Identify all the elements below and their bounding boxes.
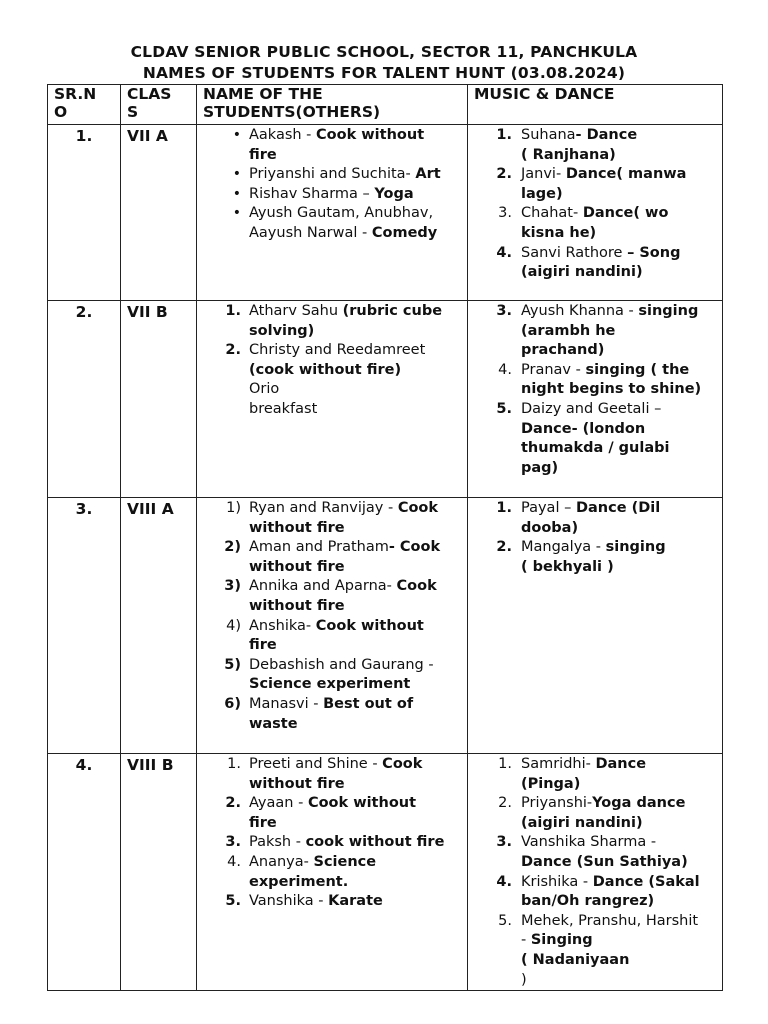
item-name-text: Atharv Sahu (249, 303, 343, 319)
list-marker: 3) (224, 578, 241, 595)
item-line (249, 695, 467, 715)
row-serial-number: 3. (48, 498, 121, 754)
document-title: CLDAV SENIOR PUBLIC SCHOOL, SECTOR 11, PANCHKULA (130, 43, 638, 61)
item-line (521, 951, 722, 971)
item-line (521, 775, 722, 795)
list-item (468, 400, 722, 478)
list-item (197, 302, 467, 341)
item-activity-text: Cook without (315, 617, 424, 634)
table-header-row (48, 85, 723, 125)
item-line (521, 538, 722, 558)
item-activity-text: Cook without (316, 127, 425, 143)
item-line (521, 420, 722, 440)
item-activity-text: Art (415, 166, 441, 183)
bullet-marker: • (232, 205, 241, 222)
item-activity-text: ban/Oh rangrez) (521, 893, 655, 910)
item-activity-text: waste (249, 715, 298, 732)
list-marker: 2) (224, 539, 241, 556)
item-line (249, 558, 467, 578)
item-activity-text: (rubric cube (342, 303, 443, 319)
item-name-text: Suhana (521, 127, 576, 143)
item-activity-text: (aigiri nandini) (521, 814, 643, 831)
item-name-text: Ayaan - (249, 795, 308, 812)
music-list-wrap (468, 301, 722, 478)
item-name-text: Pranav - (521, 361, 586, 378)
row-music-dance-cell (468, 754, 723, 991)
item-line (521, 361, 722, 381)
list-marker: 4. (496, 873, 512, 890)
item-name-text: Mangalya - (521, 539, 606, 556)
item-name-text: Orio (249, 381, 280, 398)
item-line (249, 185, 467, 205)
item-line (521, 755, 722, 775)
item-line (249, 755, 467, 775)
item-name-text: Debashish and Gaurang - (249, 656, 434, 673)
others-list-wrap (197, 754, 467, 912)
item-line (249, 675, 467, 695)
item-line (521, 244, 722, 264)
item-activity-text: experiment. (249, 873, 349, 890)
item-line (521, 971, 722, 991)
item-activity-text: kisna he) (521, 224, 597, 241)
list-item (197, 185, 467, 205)
list-item (197, 126, 467, 165)
bullet-marker: • (232, 185, 241, 202)
row-others-cell (197, 754, 468, 991)
item-name-text: Aayush Narwal - (249, 224, 372, 241)
row-serial-number: 4. (48, 754, 121, 991)
item-activity-text: without fire (249, 558, 345, 575)
item-line (521, 794, 722, 814)
item-activity-text: thumakda / gulabi (521, 440, 670, 457)
row-others-cell (197, 301, 468, 498)
item-name-text: Christy and Reedamreet (249, 342, 426, 359)
item-line (521, 459, 722, 479)
item-activity-text: (cook without fire) (249, 361, 402, 378)
item-line (249, 597, 467, 617)
item-line (521, 499, 722, 519)
item-activity-text: dooba) (521, 519, 579, 536)
item-name-text: Ryan and Ranvijay - (249, 500, 398, 516)
item-line (521, 814, 722, 834)
item-name-text: Ayush Gautam, Anubhav, (249, 205, 434, 222)
item-activity-text: Dance (Sun Sathiya) (521, 853, 688, 870)
document-subtitle: NAMES OF STUDENTS FOR TALENT HUNT (03.08.2024) (142, 64, 626, 82)
item-line (249, 302, 467, 322)
item-activity-text: fire (249, 637, 277, 654)
item-line (521, 302, 722, 322)
music-dance-list (468, 302, 722, 478)
header-music-label: MUSIC & DANCE (474, 85, 615, 103)
item-name-text: Ananya- (249, 853, 314, 870)
list-marker: 1. (496, 500, 512, 516)
list-item (468, 244, 722, 283)
list-item (197, 341, 467, 419)
list-item (468, 538, 722, 577)
item-name-text: Anshika- (249, 617, 316, 634)
item-line (521, 165, 722, 185)
item-activity-text: singing ( the (585, 361, 690, 378)
item-line (249, 538, 467, 558)
item-name-text: Aakash - (249, 127, 317, 143)
header-class-line2: S (127, 103, 139, 121)
item-activity-text: without fire (249, 519, 345, 536)
item-line (249, 165, 467, 185)
header-srno-line2: O (54, 103, 68, 121)
list-item (468, 794, 722, 833)
list-marker: 3. (225, 834, 241, 851)
list-item (197, 617, 467, 656)
item-name-text: Priyanshi and Suchita- (249, 166, 416, 183)
list-item (468, 912, 722, 990)
item-line (521, 185, 722, 205)
others-list-wrap (197, 125, 467, 244)
item-activity-text: fire (249, 146, 277, 163)
item-activity-text: Singing (530, 932, 593, 949)
item-activity-text: ( Ranjhana) (521, 146, 616, 163)
item-line (521, 224, 722, 244)
others-list-wrap (197, 498, 467, 734)
item-line (249, 775, 467, 795)
item-activity-text: solving) (249, 322, 315, 339)
list-marker: 2. (225, 795, 241, 812)
item-line (249, 126, 467, 146)
list-marker: 3. (496, 303, 512, 319)
row-music-dance-cell (468, 301, 723, 498)
list-item (197, 656, 467, 695)
list-item (468, 204, 722, 243)
list-marker: 2. (496, 166, 512, 183)
list-marker: 4. (496, 244, 512, 261)
list-marker: 1. (227, 756, 241, 772)
row-class: VII A (121, 125, 197, 301)
list-marker: 5. (225, 893, 241, 910)
item-activity-text: without fire (249, 597, 345, 614)
item-name-text: Chahat- (521, 205, 583, 222)
music-dance-list (468, 499, 722, 577)
header-names (197, 85, 468, 125)
item-line (521, 263, 722, 283)
list-item (468, 755, 722, 794)
item-activity-text: Cook (396, 578, 437, 595)
item-line (249, 636, 467, 656)
item-line (249, 341, 467, 361)
item-activity-text: lage) (521, 185, 563, 202)
list-item (197, 794, 467, 833)
item-activity-text: without fire (249, 775, 345, 792)
students-table (47, 84, 723, 991)
list-item (468, 499, 722, 538)
item-line (249, 794, 467, 814)
item-activity-text: Karate (328, 893, 383, 910)
list-marker: 2. (225, 342, 241, 359)
row-class: VIII A (121, 498, 197, 754)
bullet-marker: • (232, 127, 241, 143)
header-names-line1: NAME OF THE (203, 85, 323, 103)
item-line (521, 380, 722, 400)
item-line (521, 519, 722, 539)
item-line (521, 126, 722, 146)
item-line (249, 519, 467, 539)
item-name-text: Ayush Khanna - (521, 303, 639, 319)
item-line (249, 617, 467, 637)
list-marker: 4) (226, 617, 241, 634)
list-item (197, 892, 467, 912)
item-name-text: Janvi- (521, 166, 566, 183)
row-music-dance-cell (468, 498, 723, 754)
music-list-wrap (468, 754, 722, 990)
item-line (521, 931, 722, 951)
item-name-text: Preeti and Shine - (249, 756, 383, 772)
row-music-dance-cell (468, 125, 723, 301)
list-item (197, 695, 467, 734)
list-item (197, 755, 467, 794)
item-line (521, 853, 722, 873)
table-row (48, 754, 723, 991)
list-item (468, 873, 722, 912)
others-list (197, 499, 467, 734)
item-activity-text: Dance( wo (582, 205, 669, 222)
item-activity-text: Comedy (371, 224, 438, 241)
row-class: VIII B (121, 754, 197, 991)
item-name-text: Krishika - (521, 873, 593, 890)
list-marker: 4. (227, 853, 241, 870)
list-marker: 3. (498, 205, 512, 222)
list-marker: 5. (498, 912, 512, 929)
item-activity-text: (aigiri nandini) (521, 264, 643, 281)
item-name-text: Daizy and Geetali – (521, 400, 662, 417)
item-activity-text: Dance- (london (521, 420, 646, 437)
item-line (249, 715, 467, 735)
item-line (249, 853, 467, 873)
item-activity-text: pag) (521, 459, 559, 476)
item-line (521, 833, 722, 853)
table-row (48, 498, 723, 754)
item-activity-text: singing (605, 539, 666, 556)
item-activity-text: Dance( manwa (565, 166, 687, 183)
item-line (249, 361, 467, 381)
item-line (521, 400, 722, 420)
list-marker: 1. (496, 127, 512, 143)
list-item (468, 833, 722, 872)
list-item (468, 165, 722, 204)
row-serial-number: 1. (48, 125, 121, 301)
table-row (48, 301, 723, 498)
item-line (249, 146, 467, 166)
item-activity-text: Dance (Sakal (592, 873, 700, 890)
item-line (249, 224, 467, 244)
item-name-text: Annika and Aparna- (249, 578, 397, 595)
list-item (197, 577, 467, 616)
item-name-text: Sanvi Rathore (521, 244, 628, 261)
item-name-text: - (521, 932, 531, 949)
item-activity-text: Dance (595, 756, 647, 772)
row-others-cell (197, 125, 468, 301)
item-line (521, 892, 722, 912)
list-marker: 4. (498, 361, 512, 378)
item-activity-text: - Cook (388, 539, 441, 556)
item-name-text: Rishav Sharma – (249, 185, 375, 202)
list-item (197, 833, 467, 853)
item-line (249, 814, 467, 834)
item-activity-text: Cook without (307, 795, 417, 812)
item-name-text: Paksh - (249, 834, 306, 851)
item-activity-text: Cook (397, 500, 439, 516)
item-name-text: Priyanshi- (521, 795, 593, 812)
row-serial-number: 2. (48, 301, 121, 498)
item-activity-text: singing (638, 303, 699, 319)
item-line (521, 873, 722, 893)
list-marker: 5) (224, 656, 241, 673)
item-name-text: Manasvi - (249, 695, 324, 712)
item-activity-text: (Pinga) (521, 775, 581, 792)
music-list-wrap (468, 125, 722, 283)
item-activity-text: (arambh he (521, 322, 616, 339)
item-line (521, 912, 722, 932)
item-activity-text: Yoga dance (592, 795, 686, 812)
item-line (249, 380, 467, 400)
item-line (521, 204, 722, 224)
item-name-text: Vanshika Sharma - (521, 834, 657, 851)
header-srno-line1: SR.N (54, 85, 97, 103)
item-line (521, 558, 722, 578)
header-names-line2: STUDENTS(OTHERS) (203, 103, 381, 121)
item-line (521, 439, 722, 459)
item-line (249, 499, 467, 519)
item-line (249, 656, 467, 676)
item-activity-text: prachand) (521, 342, 605, 359)
item-activity-text: Yoga (374, 185, 414, 202)
item-activity-text: Science (313, 853, 377, 870)
item-activity-text: ( bekhyali ) (521, 558, 614, 575)
table-row (48, 125, 723, 301)
item-name-text: breakfast (249, 400, 318, 417)
row-others-cell (197, 498, 468, 754)
list-item (197, 165, 467, 185)
music-dance-list (468, 126, 722, 283)
list-marker: 3. (496, 834, 512, 851)
item-name-text: Mehek, Pranshu, Harshit (521, 912, 699, 929)
others-list (197, 755, 467, 912)
item-activity-text: cook without fire (305, 834, 445, 851)
bullet-marker: • (232, 166, 241, 183)
list-marker: 2. (498, 795, 512, 812)
item-activity-text: ( Nadaniyaan (521, 951, 630, 968)
list-marker: 6) (224, 695, 241, 712)
music-dance-list (468, 755, 722, 990)
list-item (197, 853, 467, 892)
item-name-text: Vanshika - (249, 893, 329, 910)
item-activity-text: Cook (382, 756, 423, 772)
item-line (249, 577, 467, 597)
item-line (521, 341, 722, 361)
list-marker: 2. (496, 539, 512, 556)
item-activity-text: fire (249, 814, 277, 831)
list-item (468, 361, 722, 400)
list-item (468, 126, 722, 165)
header-class (121, 85, 197, 125)
header-srno (48, 85, 121, 125)
list-item (468, 302, 722, 361)
item-line (249, 873, 467, 893)
list-marker: 1. (498, 756, 512, 772)
others-list-wrap (197, 301, 467, 420)
others-list (197, 126, 467, 244)
item-activity-text: - Dance (575, 127, 638, 143)
others-list (197, 302, 467, 420)
item-name-text: Samridhi- (521, 756, 596, 772)
item-line (249, 204, 467, 224)
item-activity-text: – Song (627, 244, 681, 261)
item-line (521, 146, 722, 166)
list-item (197, 538, 467, 577)
row-class: VII B (121, 301, 197, 498)
item-activity-text: Science experiment (249, 676, 411, 693)
item-line (249, 322, 467, 342)
item-activity-text: Best out of (323, 695, 414, 712)
item-line (521, 322, 722, 342)
list-item (197, 204, 467, 243)
header-class-line1: CLAS (127, 85, 172, 103)
music-list-wrap (468, 498, 722, 577)
item-activity-text: night begins to shine) (521, 381, 702, 398)
item-name-text: ) (521, 971, 527, 988)
list-marker: 1) (226, 500, 241, 516)
item-line (249, 833, 467, 853)
item-line (249, 892, 467, 912)
item-line (249, 400, 467, 420)
header-music (468, 85, 723, 125)
item-name-text: Payal – (521, 500, 576, 516)
list-marker: 5. (496, 400, 512, 417)
item-activity-text: Dance (Dil (575, 500, 661, 516)
item-name-text: Aman and Pratham (249, 539, 389, 556)
list-marker: 1. (225, 303, 241, 319)
list-item (197, 499, 467, 538)
